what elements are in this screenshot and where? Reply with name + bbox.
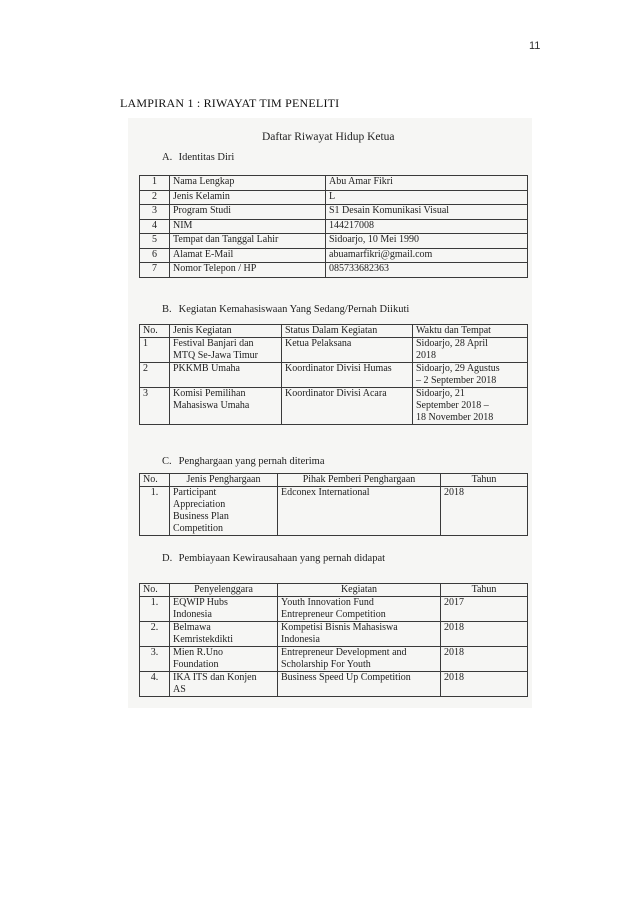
activity-type-line: Mahasiswa Umaha — [173, 400, 250, 411]
organizer-line: Kemristekdikti — [173, 634, 233, 645]
table-row — [140, 338, 528, 363]
table-row — [140, 622, 528, 647]
field-value: Abu Amar Fikri — [326, 176, 528, 191]
field-label: Nomor Telepon / HP — [170, 263, 326, 278]
funding-year: 2018 — [441, 622, 528, 647]
award-type-line: Business Plan — [173, 511, 229, 522]
row-number: 1 — [140, 176, 170, 191]
column-header: Tahun — [441, 584, 528, 597]
funding-activity-line: Scholarship For Youth — [281, 659, 371, 670]
funding-activity — [278, 647, 441, 672]
table-row — [140, 190, 528, 205]
funding-activity — [278, 622, 441, 647]
activity-type-line: Festival Banjari dan — [173, 338, 254, 349]
table-row — [140, 248, 528, 263]
funding-activity — [278, 672, 441, 697]
table-row — [140, 176, 528, 191]
funding-activity-line: Youth Innovation Fund — [281, 597, 374, 608]
column-header: Tahun — [441, 474, 528, 487]
award-type-line: Competition — [173, 523, 223, 534]
organizer — [170, 597, 278, 622]
funding-activity-line: Business Speed Up Competition — [281, 672, 411, 683]
column-header: Kegiatan — [278, 584, 441, 597]
funding-activity-line: Indonesia — [281, 634, 320, 645]
section-b-heading — [162, 304, 409, 315]
row-number: 4 — [140, 219, 170, 234]
activity-type — [170, 338, 282, 363]
field-label: Jenis Kelamin — [170, 190, 326, 205]
section-b-title: Kegiatan Kemahasiswaan Yang Sedang/Pernah Diikuti — [178, 304, 410, 315]
activity-time-place-line: Sidoarjo, 28 April — [416, 338, 488, 349]
table-row — [140, 219, 528, 234]
funding-year: 2017 — [441, 597, 528, 622]
organizer-line: EQWIP Hubs — [173, 597, 228, 608]
field-value: L — [326, 190, 528, 205]
organizer-line: AS — [173, 684, 186, 695]
row-number: 2 — [140, 190, 170, 205]
section-c-title: Penghargaan yang pernah diterima — [178, 456, 325, 467]
row-number: 1 — [140, 338, 170, 363]
row-number: 2. — [140, 622, 170, 647]
activity-time-place-line: 2018 — [416, 350, 436, 361]
row-number: 6 — [140, 248, 170, 263]
table-header-row — [140, 584, 528, 597]
column-header: Pihak Pemberi Penghargaan — [278, 474, 441, 487]
funding-year: 2018 — [441, 647, 528, 672]
table-row — [140, 487, 528, 536]
field-label: Program Studi — [170, 205, 326, 220]
section-c-heading — [162, 456, 325, 467]
organizer — [170, 672, 278, 697]
section-b-letter: B. — [162, 304, 172, 315]
row-number: 3 — [140, 388, 170, 425]
column-header: Jenis Kegiatan — [170, 325, 282, 338]
section-a-letter: A. — [162, 152, 173, 163]
row-number: 7 — [140, 263, 170, 278]
organizer — [170, 622, 278, 647]
activity-time-place-line: September 2018 – — [416, 400, 489, 411]
table-row — [140, 263, 528, 278]
award-type-line: Participant — [173, 487, 217, 498]
organizer — [170, 647, 278, 672]
field-value: 144217008 — [326, 219, 528, 234]
table-row — [140, 234, 528, 249]
funding-activity — [278, 597, 441, 622]
field-label: Tempat dan Tanggal Lahir — [170, 234, 326, 249]
funding-table — [139, 583, 528, 697]
column-header: Status Dalam Kegiatan — [282, 325, 413, 338]
activity-type — [170, 388, 282, 425]
row-number: 1. — [140, 487, 170, 536]
activity-status: Koordinator Divisi Humas — [282, 363, 413, 388]
organizer-line: Mien R.Uno — [173, 647, 223, 658]
funding-activity-line: Kompetisi Bisnis Mahasiswa — [281, 622, 398, 633]
row-number: 2 — [140, 363, 170, 388]
activity-time-place-line: 18 November 2018 — [416, 412, 494, 423]
activity-time-place — [413, 388, 528, 425]
field-label: NIM — [170, 219, 326, 234]
table-row — [140, 597, 528, 622]
field-value: 085733682363 — [326, 263, 528, 278]
section-c-letter: C. — [162, 456, 172, 467]
section-d-title: Pembiayaan Kewirausahaan yang pernah didapat — [178, 553, 386, 564]
row-number: 3. — [140, 647, 170, 672]
awards-table — [139, 473, 528, 536]
table-row — [140, 205, 528, 220]
column-header: No. — [140, 584, 170, 597]
column-header: Waktu dan Tempat — [413, 325, 528, 338]
award-year: 2018 — [441, 487, 528, 536]
activity-time-place — [413, 363, 528, 388]
row-number: 4. — [140, 672, 170, 697]
award-type — [170, 487, 278, 536]
table-header-row — [140, 474, 528, 487]
activity-time-place-line: Sidoarjo, 29 Agustus — [416, 363, 500, 374]
funding-year: 2018 — [441, 672, 528, 697]
section-a-title: Identitas Diri — [178, 152, 235, 163]
activities-table — [139, 324, 528, 425]
identity-table — [139, 175, 528, 278]
section-d-letter: D. — [162, 553, 173, 564]
activity-type-line: Komisi Pemilihan — [173, 388, 246, 399]
section-d-heading — [162, 553, 385, 564]
table-row — [140, 363, 528, 388]
funding-activity-line: Entrepreneur Competition — [281, 609, 386, 620]
field-label: Alamat E-Mail — [170, 248, 326, 263]
table-row — [140, 647, 528, 672]
organizer-line: IKA ITS dan Konjen — [173, 672, 257, 683]
field-value: Sidoarjo, 10 Mei 1990 — [326, 234, 528, 249]
table-header-row — [140, 325, 528, 338]
organizer-line: Belmawa — [173, 622, 211, 633]
field-value: S1 Desain Komunikasi Visual — [326, 205, 528, 220]
column-header: No. — [140, 325, 170, 338]
field-label: Nama Lengkap — [170, 176, 326, 191]
activity-type-line: MTQ Se-Jawa Timur — [173, 350, 259, 361]
column-header: Jenis Penghargaan — [170, 474, 278, 487]
activity-time-place-line: – 2 September 2018 — [416, 375, 497, 386]
column-header: No. — [140, 474, 170, 487]
page-number: 11 — [529, 40, 541, 52]
row-number: 3 — [140, 205, 170, 220]
activity-time-place-line: Sidoarjo, 21 — [416, 388, 465, 399]
activity-type-line: PKKMB Umaha — [173, 363, 240, 374]
organizer-line: Foundation — [173, 659, 219, 670]
field-value: abuamarfikri@gmail.com — [326, 248, 528, 263]
funding-activity-line: Entrepreneur Development and — [281, 647, 407, 658]
table-row — [140, 672, 528, 697]
organizer-line: Indonesia — [173, 609, 212, 620]
activity-type — [170, 363, 282, 388]
row-number: 5 — [140, 234, 170, 249]
column-header: Penyelenggara — [170, 584, 278, 597]
page-heading: LAMPIRAN 1 : RIWAYAT TIM PENELITI — [120, 96, 340, 110]
section-a-heading — [162, 152, 234, 163]
document-title: Daftar Riwayat Hidup Ketua — [262, 131, 395, 143]
award-giver: Edconex International — [278, 487, 441, 536]
table-row — [140, 388, 528, 425]
activity-time-place — [413, 338, 528, 363]
row-number: 1. — [140, 597, 170, 622]
activity-status: Ketua Pelaksana — [282, 338, 413, 363]
award-type-line: Appreciation — [173, 499, 226, 510]
activity-status: Koordinator Divisi Acara — [282, 388, 413, 425]
